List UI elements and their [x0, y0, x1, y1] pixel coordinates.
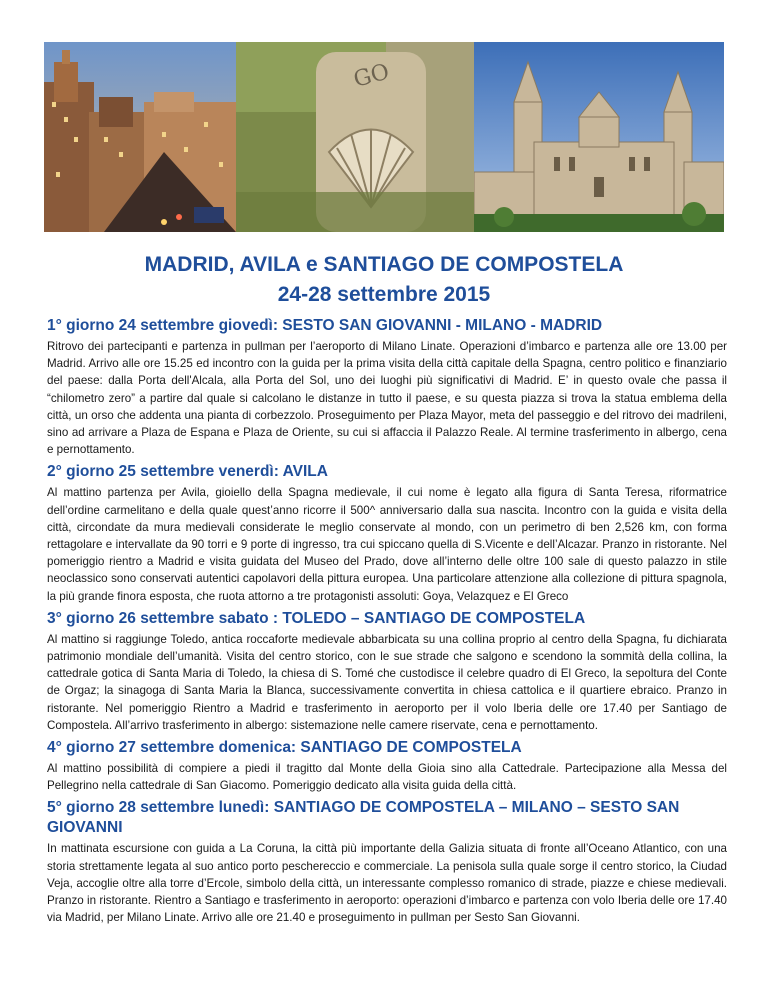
day-2-heading: 2° giorno 25 settembre venerdì: AVILA	[47, 463, 328, 481]
santiago-cathedral-photo	[474, 42, 724, 232]
svg-text:GO: GO	[351, 59, 392, 93]
day-4-section	[47, 738, 727, 794]
day-2-text: Al mattino partenza per Avila, gioiello della Spagna medievale, il cui nome è legato alla figura di Santa Teresa, riformatrice dell’ordine carmelitano e della quale quest’anno ricorre il 500^ anniversario dalla sua nascita. Incontro con la guida e visita della città, circondate da mura medievali considerate le meglio conservate al mondo, con un perimetro di ben 2,526 km, con forma rettagolare e intervallate da 90 torri e 9 porte di ingresso, tra cui spiccano quella di S.Vicente e dell’Alcazar. Pranzo in ristorante. Nel pomeriggio rientro a Madrid e visita guidata del Museo del Prado, dove all’interno delle oltre 100 sale di questo palazzo in stile neoclassico sono conservati autentici capolavori della pittura europea. Una particolare attenzione alla collezione di pittura spagnola, la più grande finora esposta, che ruota attorno a tre protagonisti assoluti: Goya, Velazquez e El Greco	[47, 486, 727, 603]
day-4-text: Al mattino possibilità di compiere a piedi il tragitto dal Monte della Gioia sino alla Cattedrale. Partecipazione alla Messa del Pellegrino nella cattedrale di San Giacomo. Pomeriggio dedicato alla visita guida della città.	[47, 762, 727, 793]
day-3-heading: 3° giorno 26 settembre sabato : TOLEDO – SANTIAGO DE COMPOSTELA	[47, 609, 586, 627]
day-3-text: Al mattino si raggiunge Toledo, antica roccaforte medievale abbarbicata su una collina proprio al centro della Spagna, fu dichiarata patrimonio mondiale dell’umanità. Visita del centro storico, con le sue strade che salgono e scendono la sommità della collina, la cattedrale gotica di Santa Maria di Toledo, la chiesa di S. Tomé che custodisce il celebre quadro di El Greco, la sepoltura del Conte de Orgaz; la sinagoga di Santa Maria la Blanca, successivamente convertita in chiesa cattolica e il quartiere ebraico. Pranzo in ristorante. Nel pomeriggio Rientro a Madrid e trasferimento in aeroporto per il volo Iberia delle ore 17.40 per Santiago de Compostela. All’arrivo trasferimento in albergo: sistemazione nelle camere riservate, cena e pernottamento.	[47, 632, 727, 732]
day-1-heading: 1° giorno 24 settembre giovedì: SESTO SAN GIOVANNI - MILANO - MADRID	[47, 317, 603, 334]
day-5-section	[47, 798, 727, 926]
day-3-section	[47, 609, 727, 734]
day-5-text: In mattinata escursione con guida a La Coruna, la città più importante della Galizia situata di fronte all’Oceano Atlantico, con una storia strettamente legata al suo antico porto peschereccio e commerciale. La penisola sulla quale sorge il centro storico, la Ciudad Veja, accoglie oltre alla torre d’Ercole, simbolo della città, un interessante complesso romanico di strade, piazze e chiese medievali. Pranzo in ristorante. Rientro a Santiago e trasferimento in aeroporto: operazioni d’imbarco e partenza con volo Iberia delle ore 17.40 via Madrid, per Milano Linate. Arrivo alle ore 21.40 e proseguimento in pullman per Sesto San Giovanni.	[47, 842, 727, 925]
page-title: MADRID, AVILA e SANTIAGO DE COMPOSTELA	[144, 253, 624, 276]
page-subtitle-dates: 24-28 settembre 2015	[277, 283, 491, 306]
day-5-heading: 5° giorno 28 settembre lunedì: SANTIAGO DE COMPOSTELA – MILANO – SESTO SAN GIOVANNI	[47, 799, 680, 837]
day-1-section	[47, 316, 727, 458]
madrid-gran-via-photo	[44, 42, 236, 232]
day-2-section	[47, 462, 727, 604]
header-banner	[44, 42, 724, 232]
scallop-shell-stone-photo	[236, 42, 474, 232]
day-4-heading: 4° giorno 27 settembre domenica: SANTIAGO DE COMPOSTELA	[47, 739, 522, 757]
day-1-text: Ritrovo dei partecipanti e partenza in pullman per l’aeroporto di Milano Linate. Operazioni d’imbarco e partenza alle ore 13.00 per Madrid. Arrivo alle ore 15.25 ed incontro con la guida per la prima visita della città capitale della Spagna, centro politico e finanziario del paese: dalla Porta dell'Alcala, alla Porta del Sol, uno dei luoghi più significativi di Madrid. E’ in questo ovale che passa il “chilometro zero” a partire dal quale si calcolano le distanze in tutto il paese, e su questa piazza si trova la statua emblema della città, un orso che addenta una pianta di corbezzolo. Proseguimento per Plaza Mayor, meta del passeggio e del ritrovo dei madrileni, sino ad arrivare a Plaza de Espana e Plaza de Oriente, su cui si affaccia il Palazzo Reale. Al termine trasferimento in albergo, cena e pernottamento.	[47, 340, 727, 457]
itinerary	[47, 316, 727, 930]
